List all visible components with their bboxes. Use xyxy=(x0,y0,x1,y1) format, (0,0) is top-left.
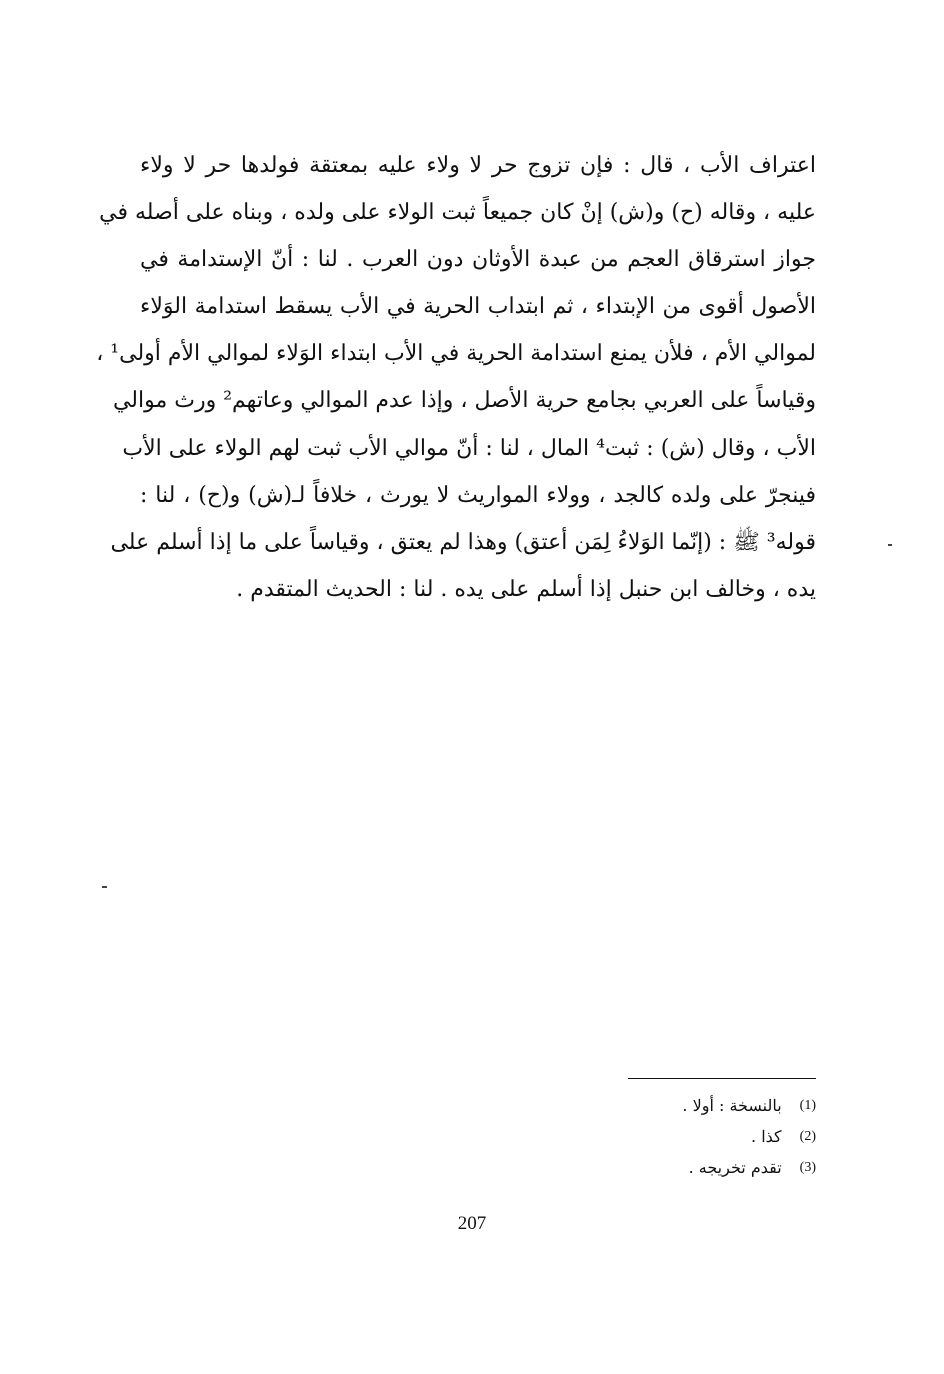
text-line: جواز استرقاق العجم من عبدة الأوثان دون العرب . لنا : أنّ الإستدامة في xyxy=(140,247,817,273)
scan-speck xyxy=(102,886,107,888)
text-line: يده ، وخالف ابن حنبل إذا أسلم على يده . لنا : الحديث المتقدم . xyxy=(236,576,816,602)
footnote-number: (3) xyxy=(799,1160,816,1175)
main-text-block xyxy=(96,142,817,613)
page-number: 207 xyxy=(457,1213,487,1234)
footnote-item xyxy=(560,1121,816,1152)
text-line: الأصول أقوى من الإبتداء ، ثم ابتداب الحرية في الأب يسقط استدامة الوَلاء xyxy=(140,294,816,320)
text-line: عليه ، وقاله (ح) و(ش) إنْ كان جميعاً ثبت الولاء على ولده ، وبناه على أصله في xyxy=(99,200,816,226)
text-line: فينجرّ على ولده كالجد ، وولاء المواريث لا يورث ، خلافاً لـ(ش) و(ح) ، لنا : xyxy=(140,482,816,508)
footnote-number: (1) xyxy=(799,1098,816,1113)
footnote-item xyxy=(560,1090,816,1121)
footnote-text: بالنسخة : أولا . xyxy=(682,1096,782,1115)
scan-speck xyxy=(888,544,892,546)
footnote-item xyxy=(560,1152,816,1183)
text-line: اعتراف الأب ، قال : فإن تزوج حر لا ولاء عليه بمعتقة فولدها حر لا ولاء xyxy=(140,153,816,178)
footnote-divider xyxy=(628,1078,816,1079)
text-line: وقياساً على العربي بجامع حرية الأصل ، وإذا عدم الموالي وعاتهم² ورث موالي xyxy=(112,388,816,414)
footnote-number: (2) xyxy=(799,1129,816,1144)
footnote-text: تقدم تخريجه . xyxy=(688,1158,782,1177)
footnotes xyxy=(560,1090,816,1183)
text-line: الأب ، وقال (ش) : ثبت⁴ المال ، لنا : أنّ موالي الأب ثبت لهم الولاء على الأب xyxy=(122,435,816,461)
text-line: قوله³ ﷺ : (إنّما الوَلاءُ لِمَن أعتق) وهذا لم يعتق ، وقياساً على ما إذا أسلم على xyxy=(110,529,816,555)
footnote-text: كذا . xyxy=(751,1127,782,1146)
text-line: لموالي الأم ، فلأن يمنع استدامة الحرية في الأب ابتداء الوَلاء لموالي الأم أولى¹ ، xyxy=(96,341,816,367)
